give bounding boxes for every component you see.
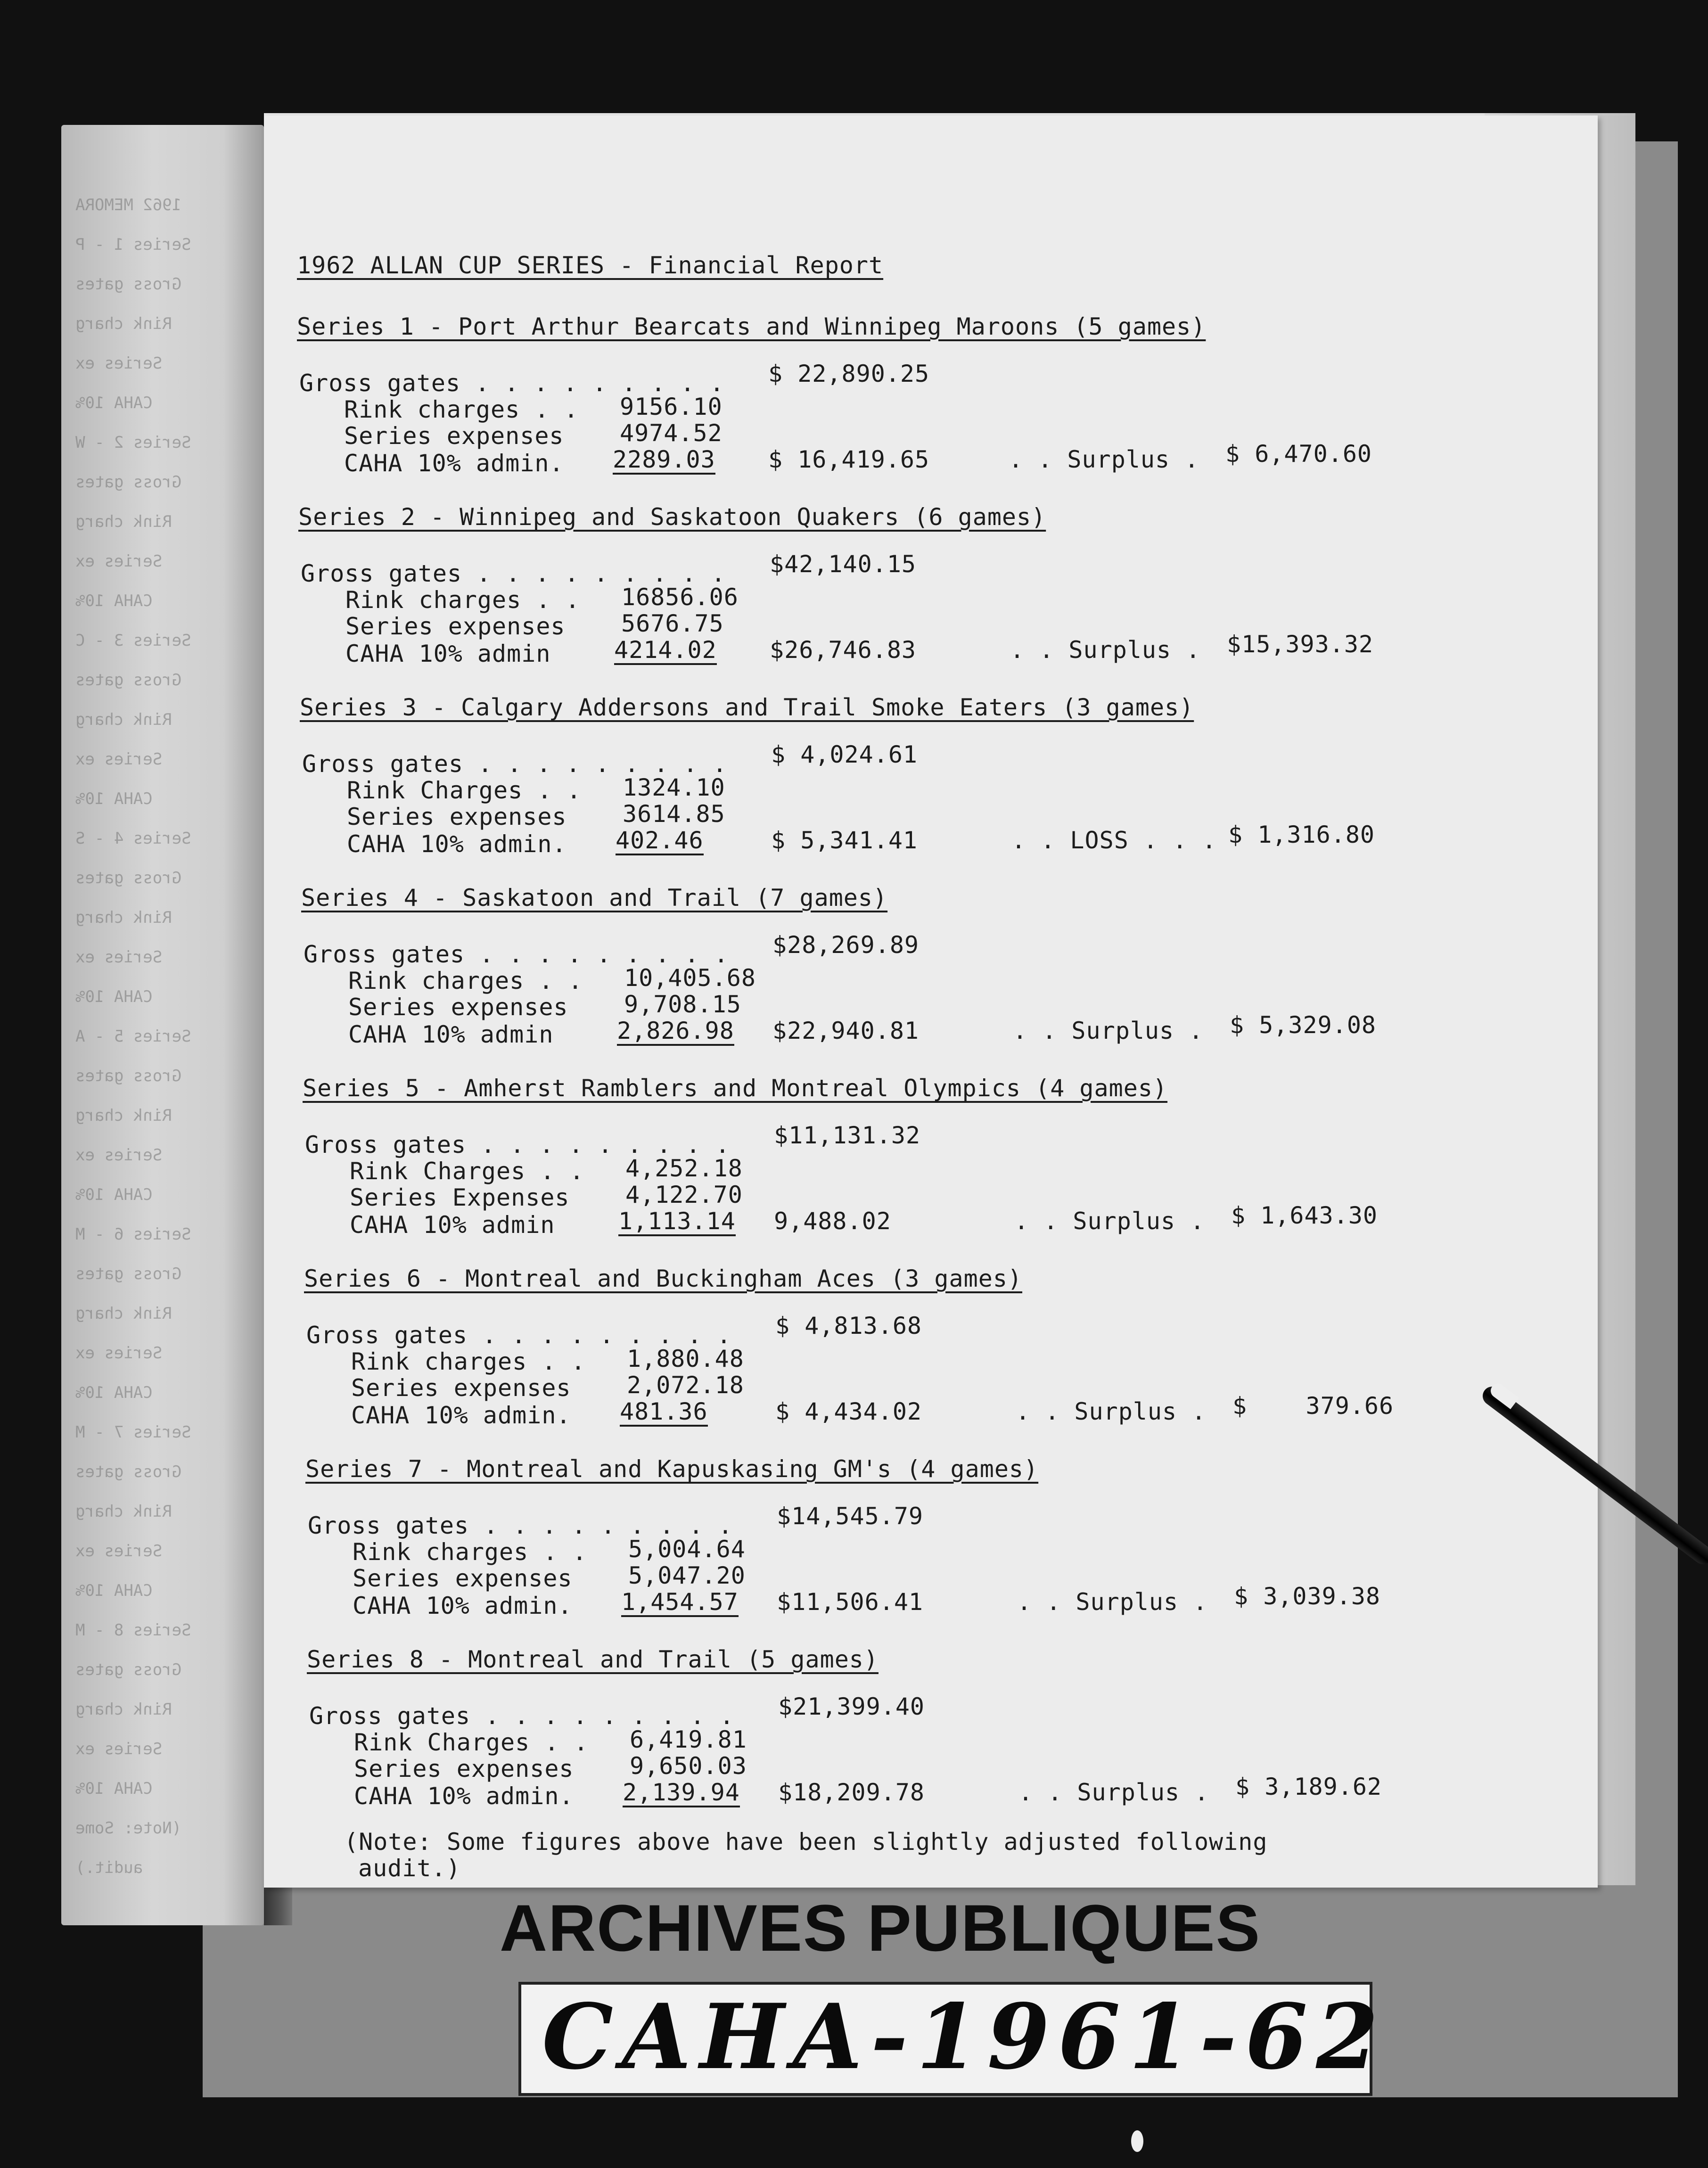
facing-page-bleed — [61, 125, 264, 1925]
archives-stamp: ARCHIVES PUBLIQUES — [500, 1891, 1261, 1965]
result-label: . . Surplus . — [1016, 1398, 1207, 1425]
result-value: $ 379.66 — [1232, 1392, 1394, 1420]
rink-charges-value: 6,419.81 — [630, 1726, 747, 1753]
bleed-through-text: Gross gates — [75, 1265, 182, 1283]
series-expenses-label: Series expenses — [351, 1374, 571, 1402]
bleed-through-text: Series ex — [75, 750, 163, 769]
bleed-through-text: Gross gates — [75, 473, 182, 492]
note-line-1: (Note: Some figures above have been slightly adjusted following — [344, 1828, 1268, 1856]
rink-charges-label: Rink charges . . — [348, 967, 583, 994]
bleed-through-text: CAHA 10% — [75, 1779, 153, 1798]
result-value: $ 3,039.38 — [1234, 1583, 1381, 1610]
bleed-through-text: Rink charg — [75, 1700, 172, 1719]
gross-gates-label: Gross gates . . . . . . . . . — [301, 560, 726, 587]
result-label: . . Surplus . — [1014, 1207, 1205, 1235]
bleed-through-text: Series ex — [75, 1740, 163, 1758]
result-label: . . Surplus . — [1013, 1017, 1204, 1044]
series-expenses-label: Series Expenses — [350, 1184, 570, 1211]
punch-hole — [1131, 2130, 1143, 2152]
caha-admin-label: CAHA 10% admin. — [351, 1402, 571, 1429]
bleed-through-text: Rink charg — [75, 1502, 172, 1521]
report-title: 1962 ALLAN CUP SERIES - Financial Report — [297, 252, 884, 279]
bleed-through-text: Series 5 - A — [75, 1027, 191, 1046]
gross-gates-value: $ 22,890.25 — [768, 360, 930, 387]
result-value: $15,393.32 — [1227, 631, 1374, 658]
expenses-total: $18,209.78 — [778, 1779, 925, 1806]
rink-charges-value: 9156.10 — [620, 393, 723, 420]
result-label: . . Surplus . — [1017, 1588, 1208, 1616]
gross-gates-value: $11,131.32 — [774, 1122, 921, 1149]
bleed-through-text: Gross gates — [75, 275, 182, 294]
series-expenses-label: Series expenses — [347, 803, 567, 830]
rink-charges-value: 5,004.64 — [628, 1536, 746, 1563]
result-value: $ 5,329.08 — [1230, 1011, 1377, 1039]
caha-admin-value: 1,113.14 — [618, 1208, 736, 1236]
rink-charges-label: Rink Charges . . — [354, 1729, 589, 1756]
bleed-through-text: Series 1 - P — [75, 235, 191, 254]
gross-gates-value: $ 4,024.61 — [771, 741, 918, 768]
caha-admin-value: 2289.03 — [613, 446, 715, 475]
caha-admin-value: 4214.02 — [614, 637, 717, 665]
bleed-through-text: Series ex — [75, 948, 163, 967]
caha-admin-label: CAHA 10% admin — [348, 1021, 554, 1048]
bleed-through-text: Series ex — [75, 1344, 163, 1363]
gross-gates-label: Gross gates . . . . . . . . . — [299, 370, 724, 397]
caha-admin-label: CAHA 10% admin. — [344, 450, 564, 477]
bleed-through-text: (Note: Some — [75, 1819, 182, 1838]
caha-admin-value: 402.46 — [616, 827, 704, 855]
result-value: $ 6,470.60 — [1225, 440, 1372, 468]
caha-admin-label: CAHA 10% admin. — [354, 1782, 574, 1810]
series-expenses-label: Series expenses — [348, 994, 568, 1021]
gross-gates-label: Gross gates . . . . . . . . . — [309, 1702, 734, 1730]
series-expenses-value: 3614.85 — [623, 800, 725, 828]
bleed-through-text: Series 7 - M — [75, 1423, 191, 1442]
series-heading: Series 5 - Amherst Ramblers and Montreal Olympics (4 games) — [303, 1075, 1168, 1102]
caha-admin-value: 2,139.94 — [623, 1779, 740, 1807]
rink-charges-label: Rink Charges . . — [347, 777, 582, 804]
series-expenses-label: Series expenses — [354, 1755, 574, 1782]
bleed-through-text: Gross gates — [75, 1462, 182, 1481]
series-heading: Series 4 - Saskatoon and Trail (7 games) — [301, 884, 888, 912]
series-expenses-value: 9,650.03 — [630, 1752, 747, 1780]
bleed-through-text: Rink charg — [75, 314, 172, 333]
expenses-total: $22,940.81 — [772, 1017, 920, 1044]
result-label: . . Surplus . — [1010, 636, 1201, 664]
bleed-through-text: CAHA 10% — [75, 1185, 153, 1204]
gross-gates-value: $ 4,813.68 — [775, 1312, 922, 1339]
bleed-through-text: Series 2 - W — [75, 433, 191, 452]
result-label: . . LOSS . . . — [1011, 827, 1217, 854]
rink-charges-label: Rink charges . . — [344, 396, 579, 423]
bleed-through-text: Rink charg — [75, 1304, 172, 1323]
bleed-through-text: CAHA 10% — [75, 591, 153, 610]
result-label: . . Surplus . — [1009, 446, 1199, 473]
rink-charges-value: 16856.06 — [621, 583, 739, 611]
result-value: $ 1,316.80 — [1228, 821, 1375, 848]
series-expenses-value: 4,122.70 — [625, 1181, 743, 1208]
gross-gates-label: Gross gates . . . . . . . . . — [302, 750, 727, 778]
series-expenses-label: Series expenses — [345, 613, 566, 640]
series-expenses-label: Series expenses — [344, 422, 564, 450]
bleed-through-text: Gross gates — [75, 671, 182, 690]
caha-admin-label: CAHA 10% admin. — [347, 830, 567, 858]
bleed-through-text: Series 8 - M — [75, 1621, 191, 1640]
rink-charges-value: 1,880.48 — [627, 1345, 744, 1372]
caha-admin-label: CAHA 10% admin. — [353, 1592, 573, 1619]
bleed-through-text: Gross gates — [75, 869, 182, 887]
bleed-through-text: Rink charg — [75, 512, 172, 531]
result-label: . . Surplus . — [1018, 1779, 1209, 1806]
series-expenses-value: 2,072.18 — [627, 1371, 744, 1399]
gross-gates-label: Gross gates . . . . . . . . . — [304, 941, 729, 968]
caha-admin-label: CAHA 10% admin — [350, 1211, 555, 1239]
series-expenses-value: 9,708.15 — [624, 991, 741, 1018]
rink-charges-label: Rink Charges . . — [350, 1158, 584, 1185]
rink-charges-label: Rink charges . . — [353, 1538, 587, 1566]
series-heading: Series 1 - Port Arthur Bearcats and Winnipeg Maroons (5 games) — [297, 313, 1206, 340]
expenses-total: $26,746.83 — [770, 636, 917, 664]
caha-admin-label: CAHA 10% admin — [345, 640, 551, 667]
bleed-through-text: CAHA 10% — [75, 1383, 153, 1402]
bleed-through-text: audit.) — [75, 1858, 143, 1877]
gross-gates-value: $21,399.40 — [778, 1693, 925, 1720]
bleed-through-text: Rink charg — [75, 908, 172, 927]
bleed-through-text: Gross gates — [75, 1660, 182, 1679]
series-heading: Series 8 - Montreal and Trail (5 games) — [307, 1646, 879, 1673]
bleed-through-text: Series 6 - M — [75, 1225, 191, 1244]
series-expenses-value: 4974.52 — [620, 419, 723, 447]
series-heading: Series 2 - Winnipeg and Saskatoon Quakers (6 games) — [298, 503, 1046, 531]
rink-charges-value: 4,252.18 — [625, 1155, 743, 1182]
document-page — [264, 115, 1598, 1888]
gross-gates-label: Gross gates . . . . . . . . . — [306, 1322, 731, 1349]
result-value: $ 1,643.30 — [1231, 1202, 1378, 1229]
rink-charges-value: 1324.10 — [623, 774, 725, 801]
expenses-total: $ 4,434.02 — [775, 1398, 922, 1425]
bleed-through-text: Rink charg — [75, 1106, 172, 1125]
bleed-through-text: CAHA 10% — [75, 987, 153, 1006]
series-expenses-label: Series expenses — [353, 1565, 573, 1592]
series-heading: Series 3 - Calgary Addersons and Trail Smoke Eaters (3 games) — [300, 694, 1194, 721]
rink-charges-label: Rink charges . . — [351, 1348, 586, 1375]
bleed-through-text: Series 4 - S — [75, 829, 191, 848]
bleed-through-text: CAHA 10% — [75, 789, 153, 808]
bleed-through-text: Series ex — [75, 354, 163, 373]
gross-gates-label: Gross gates . . . . . . . . . — [308, 1512, 733, 1539]
series-heading: Series 6 - Montreal and Buckingham Aces (3 games) — [304, 1265, 1023, 1292]
result-value: $ 3,189.62 — [1235, 1773, 1382, 1800]
rink-charges-label: Rink charges . . — [345, 586, 580, 614]
caha-admin-value: 481.36 — [620, 1398, 708, 1427]
bleed-through-text: CAHA 10% — [75, 394, 153, 412]
caha-admin-value: 2,826.98 — [617, 1018, 734, 1046]
expenses-total: 9,488.02 — [774, 1207, 891, 1235]
bleed-through-text: Series ex — [75, 1542, 163, 1560]
bleed-through-text: Rink charg — [75, 710, 172, 729]
bleed-through-text: Series ex — [75, 1146, 163, 1165]
gross-gates-value: $28,269.89 — [772, 931, 920, 959]
rink-charges-value: 10,405.68 — [624, 964, 756, 992]
expenses-total: $ 5,341.41 — [771, 827, 918, 854]
bleed-through-text: Series 3 - C — [75, 631, 191, 650]
gross-gates-value: $14,545.79 — [777, 1503, 924, 1530]
gross-gates-value: $42,140.15 — [770, 550, 917, 578]
gross-gates-label: Gross gates . . . . . . . . . — [305, 1131, 730, 1158]
expenses-total: $11,506.41 — [777, 1588, 924, 1616]
bleed-through-text: Series ex — [75, 552, 163, 571]
note-line-2: audit.) — [358, 1855, 461, 1882]
series-expenses-value: 5676.75 — [621, 610, 724, 637]
bleed-through-text: Gross gates — [75, 1067, 182, 1085]
bleed-through-text: CAHA 10% — [75, 1581, 153, 1600]
bleed-through-text: 1962 MEMORA — [75, 196, 182, 214]
archive-handwritten-reference: CAHA-1961-62 — [542, 1984, 1387, 2089]
series-expenses-value: 5,047.20 — [628, 1562, 746, 1589]
expenses-total: $ 16,419.65 — [768, 446, 930, 473]
caha-admin-value: 1,454.57 — [621, 1589, 739, 1617]
series-heading: Series 7 - Montreal and Kapuskasing GM's (4 games) — [305, 1455, 1039, 1483]
